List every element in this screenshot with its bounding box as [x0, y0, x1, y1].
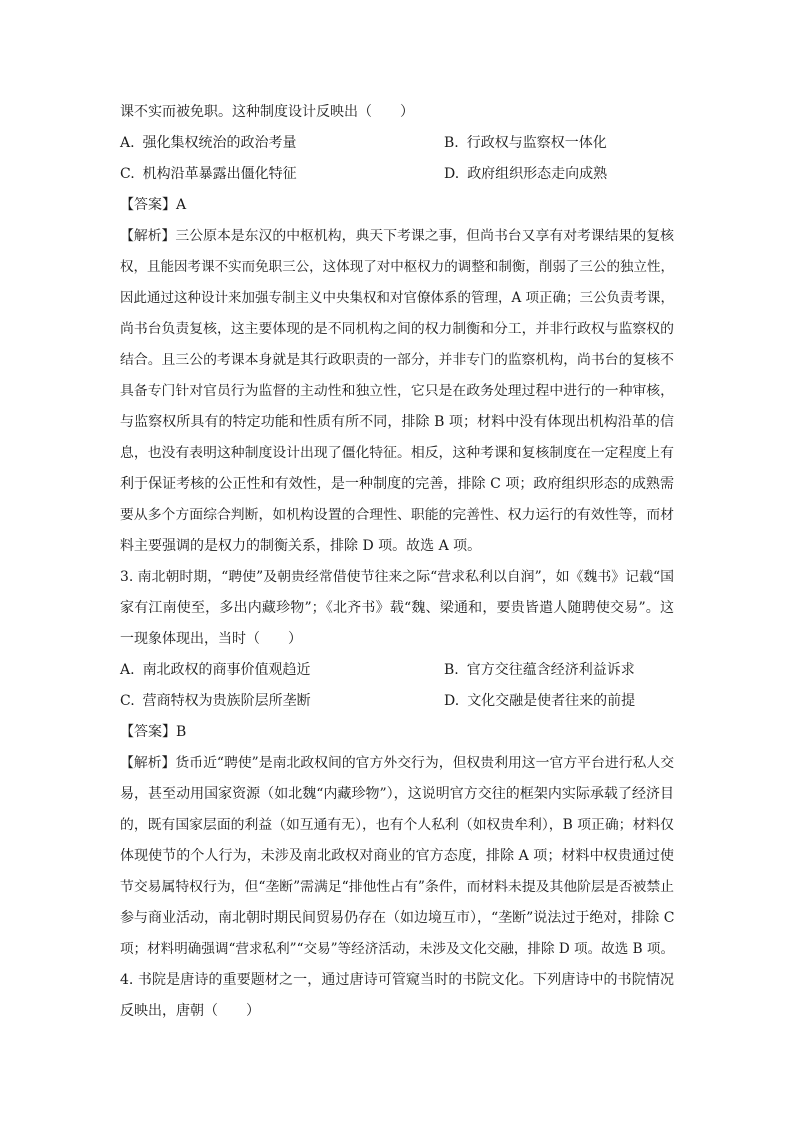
q3-option-b — [444, 660, 635, 680]
q2-analysis-line-5: 结合。且三公的考课本身就是其行政职责的一部分，并非专门的监察机构，尚书台的复核不 — [120, 352, 674, 368]
option-text: 政府组织形态走向成熟 — [467, 166, 608, 182]
q3-stem-line-2: 家有江南使至，多出内藏珍物”；《北齐书》载“魏、梁通和，要贵皆遣人随聘使交易”。这 — [120, 600, 674, 616]
q2-analysis-line-11: 料主要强调的是权力的制衡关系，排除 D 项。故选 A 项。 — [120, 538, 482, 554]
q2-analysis-line-3: 因此通过这种设计来加强专制主义中央集权和对官僚体系的管理，A 项正确；三公负责考课， — [120, 290, 674, 306]
q3-option-a — [120, 660, 311, 680]
answer-label: 【答案】 — [120, 724, 176, 740]
analysis-label: 【解析】 — [120, 228, 176, 244]
option-letter: A. — [120, 662, 135, 678]
option-text: 强化集权统治的政治考量 — [142, 135, 297, 151]
analysis-text: 三公原本是东汉的中枢机构，典天下考课之事，但尚书台又享有对考课结果的复核 — [175, 228, 674, 244]
q3-analysis-line-7: 项；材料明确强调“营求私利”“交易”等经济活动，未涉及文化交融，排除 D 项。故选 B 项。 — [120, 941, 674, 957]
q2-stem-tail: 课不实而被免职。这种制度设计反映出（ ） — [120, 104, 414, 120]
option-letter: B. — [444, 662, 459, 678]
option-text: 机构沿革暴露出僵化特征 — [142, 166, 297, 182]
q4-stem-line-2: 反映出，唐朝（ ） — [120, 1003, 260, 1019]
option-text: 行政权与监察权一体化 — [466, 135, 607, 151]
q2-analysis-line-4: 尚书台负责复核，这主要体现的是不同机构之间的权力制衡和分工，并非行政权与监察权的 — [120, 321, 674, 337]
analysis-label: 【解析】 — [120, 755, 176, 771]
analysis-text: 货币近“聘使”是南北政权间的官方外交行为，但权贵利用这一官方平台进行私人交 — [175, 755, 675, 771]
q2-analysis-line-7: 与监察权所具有的特定功能和性质有所不同，排除 B 项；材料中没有体现出机构沿革的信 — [120, 414, 674, 430]
q3-answer — [120, 722, 186, 742]
q4-stem-line-1: 4. 书院是唐诗的重要题材之一，通过唐诗可管窥当时的书院文化。下列唐诗中的书院情况 — [120, 972, 674, 988]
option-text: 南北政权的商事价值观趋近 — [142, 662, 311, 678]
q2-answer — [120, 195, 186, 215]
option-letter: D. — [444, 693, 460, 709]
q3-option-c — [120, 691, 311, 711]
q2-option-d — [444, 164, 607, 184]
q2-option-c — [120, 164, 297, 184]
option-text: 文化交融是使者往来的前提 — [467, 693, 636, 709]
q3-analysis-line-4: 体现使节的个人行为，未涉及南北政权对商业的官方态度，排除 A 项；材料中权贵通过使 — [120, 848, 674, 864]
q3-stem-line-1: 3. 南北朝时期，“聘使”及朝贵经常借使节往来之际“营求私利以自润”，如《魏书》记载“国 — [120, 569, 674, 585]
option-letter: A. — [120, 135, 135, 151]
option-text: 营商特权为贵族阶层所垄断 — [142, 693, 311, 709]
q3-option-d — [444, 691, 635, 711]
option-letter: D. — [444, 166, 460, 182]
q2-option-b — [444, 133, 607, 153]
option-letter: B. — [444, 135, 459, 151]
option-letter: C. — [120, 166, 135, 182]
q3-analysis-line-1 — [120, 753, 674, 773]
q3-analysis-line-3: 的，既有国家层面的利益（如互通有无），也有个人私利（如权贵牟利），B 项正确；材料仅 — [120, 817, 674, 833]
answer-label: 【答案】 — [120, 197, 176, 213]
q2-analysis-line-1 — [120, 226, 674, 246]
q2-analysis-line-6: 具备专门针对官员行为监督的主动性和独立性，它只是在政务处理过程中进行的一种审核， — [120, 383, 674, 399]
q3-analysis-line-5: 节交易属特权行为，但“垄断”需满足“排他性占有”条件，而材料未提及其他阶层是否被禁止 — [120, 879, 674, 895]
q2-analysis-line-8: 息，也没有表明这种制度设计出现了僵化特征。相反，这种考课和复核制度在一定程度上有 — [120, 445, 674, 461]
q2-analysis-line-2: 权，且能因考课不实而免职三公，这体现了对中枢权力的调整和制衡，削弱了三公的独立性， — [120, 259, 674, 275]
q3-stem-line-3: 一现象体现出，当时（ ） — [120, 631, 302, 647]
answer-value: B — [176, 724, 187, 740]
q3-analysis-line-2: 易，甚至动用国家资源（如北魏“内藏珍物”），这说明官方交往的框架内实际承载了经济目 — [120, 786, 674, 802]
q2-option-a — [120, 133, 297, 153]
option-letter: C. — [120, 693, 135, 709]
q3-analysis-line-6: 参与商业活动，南北朝时期民间贸易仍存在（如边境互市），“垄断”说法过于绝对，排除 C — [120, 910, 675, 926]
q2-analysis-line-9: 利于保证考核的公正性和有效性，是一种制度的完善，排除 C 项；政府组织形态的成熟需 — [120, 476, 674, 492]
q2-analysis-line-10: 要从多个方面综合判断，如机构设置的合理性、职能的完善性、权力运行的有效性等，而材 — [120, 507, 674, 523]
option-text: 官方交往蕴含经济利益诉求 — [466, 662, 635, 678]
answer-value: A — [176, 197, 187, 213]
